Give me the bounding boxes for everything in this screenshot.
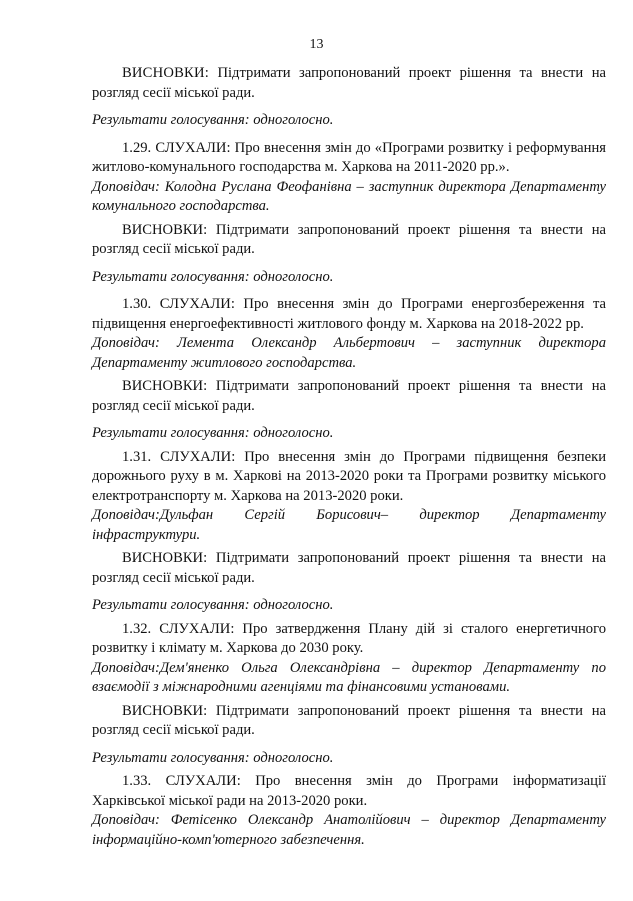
conclusion-label: ВИСНОВКИ: [122, 221, 208, 238]
item-number: 1.31. [122, 448, 152, 465]
heard-paragraph [92, 620, 606, 659]
heard-label: СЛУХАЛИ: [159, 296, 235, 312]
item-number: 1.30. [122, 296, 152, 312]
page-number: 13 [309, 37, 324, 52]
item-number: 1.32. [122, 620, 152, 637]
heard-paragraph [92, 772, 606, 811]
speaker-line: Доповідач:Дем'яненко Ольга Олександрівна – директор Департаменту по взаємодії з міжнародними агенціями та фінансовими установами. [92, 659, 606, 695]
conclusion-label: ВИСНОВКИ: [122, 378, 208, 394]
conclusion-text: Підтримати запропонований проект рішення та внести на розгляд сесії міської ради. [92, 65, 607, 101]
heard-paragraph [92, 139, 606, 178]
conclusion-paragraph [92, 377, 606, 416]
heard-text: Про внесення змін до «Програми розвитку і реформування житлово-комунального господарства м. Харкова на 2011-2020 рр.». [92, 139, 606, 175]
item-number: 1.33. [122, 773, 152, 789]
speaker-line: Доповідач: Лемента Олександр Альбертович – заступник директора Департаменту житлового господарства. [92, 335, 606, 371]
conclusion-text: Підтримати запропонований проект рішення та внести на розгляд сесії міської ради. [92, 221, 606, 257]
conclusion-paragraph [92, 702, 606, 741]
heard-text: Про затвердження Плану дій зі сталого енергетичного розвитку і клімату м. Харкова до 2030 року. [92, 620, 606, 656]
heard-label: СЛУХАЛИ: [159, 620, 235, 637]
conclusion-text: Підтримати запропонований проект рішення та внести на розгляд сесії міської ради. [92, 702, 606, 738]
heard-text: Про внесення змін до Програми інформатизації Харківської міської ради на 2013-2020 роки. [92, 773, 606, 809]
heard-text: Про внесення змін до Програми енергозбереження та підвищення енергоефективності житлового фонду м. Харкова на 2018-2022 рр. [92, 296, 606, 332]
item-number: 1.29. [122, 139, 152, 156]
conclusion-label: ВИСНОВКИ: [122, 702, 208, 719]
vote-result: Результати голосування: одноголосно. [92, 749, 334, 766]
speaker-line: Доповідач: Колодна Руслана Феофанівна – заступник директора Департаменту комунального господарства. [92, 178, 606, 214]
vote-result: Результати голосування: одноголосно. [92, 112, 334, 128]
heard-paragraph [92, 295, 606, 334]
conclusion-text: Підтримати запропонований проект рішення та внести на розгляд сесії міської ради. [92, 550, 606, 586]
conclusion-label: ВИСНОВКИ: [122, 550, 208, 566]
document-body [92, 64, 606, 850]
heard-label: СЛУХАЛИ: [160, 448, 236, 465]
conclusion-paragraph [92, 221, 606, 260]
heard-label: СЛУХАЛИ: [165, 773, 241, 789]
conclusion-label: ВИСНОВКИ: [122, 65, 209, 81]
conclusion-paragraph [92, 64, 606, 103]
conclusion-text: Підтримати запропонований проект рішення та внести на розгляд сесії міської ради. [92, 378, 606, 414]
heard-paragraph [92, 448, 606, 507]
speaker-line: Доповідач:Дульфан Сергій Борисович– директор Департаменту інфраструктури. [92, 507, 606, 543]
vote-result: Результати голосування: одноголосно. [92, 268, 334, 285]
conclusion-paragraph [92, 549, 606, 588]
speaker-line: Доповідач: Фетісенко Олександр Анатолійович – директор Департаменту інформаційно-комп'ютерного забезпечення. [92, 812, 606, 848]
heard-text: Про внесення змін до Програми підвищення безпеки дорожнього руху в м. Харкові на 2013-2020 роки та Програми розвитку міського електротранспорту м. Харкова на 2013-2020 роки. [92, 448, 606, 504]
vote-result: Результати голосування: одноголосно. [92, 597, 334, 613]
heard-label: СЛУХАЛИ: [155, 139, 231, 156]
vote-result: Результати голосування: одноголосно. [92, 425, 334, 441]
